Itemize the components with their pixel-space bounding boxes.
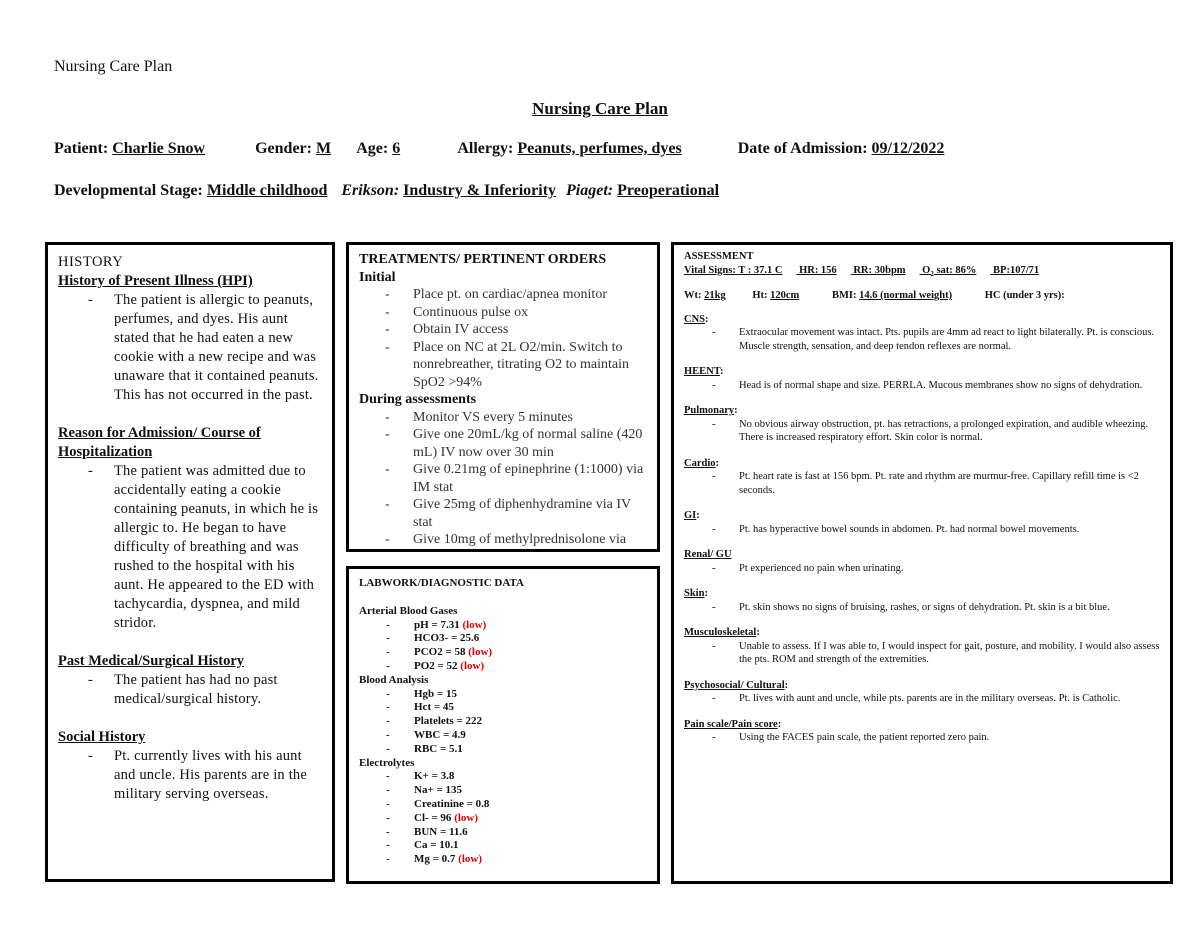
system-heading: HEENT: xyxy=(684,366,724,378)
electrolytes-label: Electrolytes xyxy=(359,756,415,769)
system-finding: - Pt. skin shows no signs of bruising, rashes, or signs of dehydration. Pt. skin is a bit blue. xyxy=(684,601,1160,615)
assessment-heading: ASSESSMENT xyxy=(684,251,754,262)
hpi-heading: History of Present Illness (HPI) xyxy=(58,273,253,289)
history-heading: HISTORY xyxy=(58,254,124,270)
low-flag: (low) xyxy=(457,659,485,672)
system-heading: CNS: xyxy=(684,313,709,325)
patient-info-row xyxy=(54,140,944,158)
gender-label: Gender: xyxy=(255,140,312,157)
system-finding: - Pt. has hyperactive bowel sounds in abdomen. Pt. had normal bowel movements. xyxy=(684,523,1160,537)
system-finding: - Unable to assess. If I was able to, I would inspect for gait, posture, and mobility. I would also assess the pts. ROM and strength of the extremities. xyxy=(684,640,1160,667)
systems-list xyxy=(684,313,1160,745)
system-heading: Psychosocial/ Cultural: xyxy=(684,679,789,691)
vital-signs-row xyxy=(684,264,1160,282)
patient-name: Charlie Snow xyxy=(112,140,206,157)
lab-value: - K+ = 3.8 xyxy=(359,770,647,784)
lab-value: - Cl- = 96 (low) xyxy=(359,812,647,826)
labs-heading: LABWORK/DIAGNOSTIC DATA xyxy=(359,577,524,589)
blood-list xyxy=(359,688,647,757)
system-finding: - Pt experienced no pain when urinating. xyxy=(684,562,1160,576)
lab-value: - Ca = 10.1 xyxy=(359,839,647,853)
system-section xyxy=(684,718,1160,745)
ht-value: 120cm xyxy=(770,290,800,302)
allergy-label: Allergy: xyxy=(457,140,514,157)
during-orders-list xyxy=(359,409,647,549)
measurements-row xyxy=(684,289,1160,303)
system-section xyxy=(684,679,1160,706)
lab-value: - BUN = 11.6 xyxy=(359,826,647,840)
lab-value: - pH = 7.31 (low) xyxy=(359,619,647,633)
vitals-label: Vital Signs: xyxy=(684,264,736,276)
order-item: - Monitor VS every 5 minutes xyxy=(359,409,647,427)
system-section xyxy=(684,313,1160,354)
lab-value: - RBC = 5.1 xyxy=(359,743,647,757)
history-box xyxy=(45,242,335,882)
treatments-box xyxy=(346,242,660,552)
piaget-value: Preoperational xyxy=(617,182,720,199)
blood-label: Blood Analysis xyxy=(359,673,429,686)
lab-value: - Creatinine = 0.8 xyxy=(359,798,647,812)
treatments-heading: TREATMENTS/ PERTINENT ORDERS xyxy=(359,252,607,267)
social-heading: Social History xyxy=(58,729,146,745)
order-item: - Give one 20mL/kg of normal saline (420 mL) IV now over 30 min xyxy=(359,426,647,461)
dev-stage-value: Middle childhood xyxy=(206,182,328,199)
piaget-label: Piaget: xyxy=(566,182,614,199)
labs-box xyxy=(346,566,660,884)
system-finding: - No obvious airway obstruction, pt. has retractions, a prolonged expiration, and audible wheezing. There is increased respiratory effort. Skin color is normal. xyxy=(684,418,1160,445)
assessment-box xyxy=(671,242,1173,884)
low-flag: (low) xyxy=(451,811,479,824)
development-row xyxy=(54,182,719,200)
bmi-value: 14.6 (normal weight) xyxy=(859,290,953,302)
electrolytes-list xyxy=(359,770,647,867)
lab-value: - WBC = 4.9 xyxy=(359,729,647,743)
order-item: - Give 10mg of methylprednisolone via xyxy=(359,531,647,549)
hc-label: HC (under 3 yrs): xyxy=(984,290,1065,302)
system-section xyxy=(684,365,1160,392)
low-flag: (low) xyxy=(465,646,493,659)
system-heading: Skin: xyxy=(684,588,708,600)
system-section xyxy=(684,404,1160,445)
age-value: 6 xyxy=(392,140,401,157)
system-finding: - Pt. heart rate is fast at 156 bpm. Pt. rate and rhythm are murmur-free. Capillary refill time is <2 seconds. xyxy=(684,470,1160,497)
system-heading: Renal/ GU xyxy=(684,549,732,561)
during-label: During assessments xyxy=(359,392,477,407)
abg-list xyxy=(359,619,647,674)
system-finding: - Head is of normal shape and size. PERRLA. Mucous membranes show no signs of dehydration. xyxy=(684,379,1160,393)
lab-value: - Platelets = 222 xyxy=(359,715,647,729)
lab-value: - Hgb = 15 xyxy=(359,688,647,702)
lab-value: - PO2 = 52 (low) xyxy=(359,660,647,674)
bp-value: BP:107/71 xyxy=(993,264,1040,276)
system-section xyxy=(684,587,1160,614)
initial-orders-list xyxy=(359,286,647,391)
erikson-label: Erikson: xyxy=(341,182,400,199)
order-item: - Continuous pulse ox xyxy=(359,304,647,322)
rr-value: RR: 30bpm xyxy=(853,264,906,276)
system-finding: - Extraocular movement was intact. Pts. pupils are 4mm ad react to light bilaterally. Pt. is conscious. Muscle strength, sensation, and deep tendon reflexes are normal. xyxy=(684,326,1160,353)
system-heading: Cardio: xyxy=(684,457,719,469)
order-item: - Give 25mg of diphenhydramine via IV stat xyxy=(359,496,647,531)
order-item: - Obtain IV access xyxy=(359,321,647,339)
page-title: Nursing Care Plan xyxy=(532,99,668,118)
pmh-text: - The patient has had no past medical/surgical history. xyxy=(58,671,322,709)
low-flag: (low) xyxy=(459,618,487,631)
dev-stage-label: Developmental Stage: xyxy=(54,182,203,199)
admission-label: Date of Admission: xyxy=(737,140,868,157)
wt-value: 21kg xyxy=(704,290,726,302)
system-section xyxy=(684,509,1160,536)
reason-heading: Reason for Admission/ Course of Hospitalization xyxy=(58,425,261,460)
lab-value: - HCO3- = 25.6 xyxy=(359,632,647,646)
order-item: - Place pt. on cardiac/apnea monitor xyxy=(359,286,647,304)
ht-label: Ht: xyxy=(752,290,768,302)
lab-value: - Hct = 45 xyxy=(359,701,647,715)
erikson-value: Industry & Inferiority xyxy=(403,182,557,199)
order-item: - Place on NC at 2L O2/min. Switch to nonrebreather, titrating O2 to maintain SpO2 >94% xyxy=(359,339,647,392)
system-section xyxy=(684,457,1160,498)
low-flag: (low) xyxy=(455,853,482,866)
system-finding: - Pt. lives with aunt and uncle, while pts. parents are in the military overseas. Pt. is Catholic. xyxy=(684,692,1160,706)
system-heading: Pulmonary: xyxy=(684,405,738,417)
temp-value: T : 37.1 C xyxy=(738,264,783,276)
social-text: - Pt. currently lives with his aunt and uncle. His parents are in the military serving overseas. xyxy=(58,747,322,804)
document-header: Nursing Care Plan xyxy=(54,58,173,75)
allergy-value: Peanuts, perfumes, dyes xyxy=(517,140,682,157)
order-item: - Give 0.21mg of epinephrine (1:1000) via IM stat xyxy=(359,461,647,496)
pmh-heading: Past Medical/Surgical History xyxy=(58,653,245,669)
initial-label: Initial xyxy=(359,269,396,285)
wt-label: Wt: xyxy=(684,290,702,302)
system-section xyxy=(684,548,1160,575)
system-heading: GI: xyxy=(684,510,700,522)
gender-value: M xyxy=(315,140,332,157)
lab-value: - Mg = 0.7 (low) xyxy=(359,853,647,867)
system-section xyxy=(684,626,1160,667)
lab-value: - PCO2 = 58 (low) xyxy=(359,646,647,660)
hr-value: HR: 156 xyxy=(799,264,837,276)
age-label: Age: xyxy=(356,140,389,157)
admission-date: 09/12/2022 xyxy=(871,140,945,157)
o2-sat-value: $O_2$ sat: 86% xyxy=(922,264,977,278)
patient-label: Patient: xyxy=(54,140,109,157)
abg-label: Arterial Blood Gases xyxy=(359,604,458,617)
system-finding: - Using the FACES pain scale, the patient reported zero pain. xyxy=(684,731,1160,745)
lab-value: - Na+ = 135 xyxy=(359,784,647,798)
system-heading: Pain scale/Pain score: xyxy=(684,718,782,730)
system-heading: Musculoskeletal: xyxy=(684,627,760,639)
bmi-label: BMI: xyxy=(831,290,857,302)
reason-text: - The patient was admitted due to accidentally eating a cookie containing peanuts, in which he is allergic to. He began to have difficulty of breathing and was rushed to the hospital with his aunt. He appeared to the ED with tachycardia, dyspnea, and mild stridor. xyxy=(58,462,322,633)
hpi-text: - The patient is allergic to peanuts, perfumes, and dyes. His aunt stated that he had eaten a new cookie with a new recipe and was unaware that it contained peanuts. This has not occurred in the past. xyxy=(58,291,322,405)
